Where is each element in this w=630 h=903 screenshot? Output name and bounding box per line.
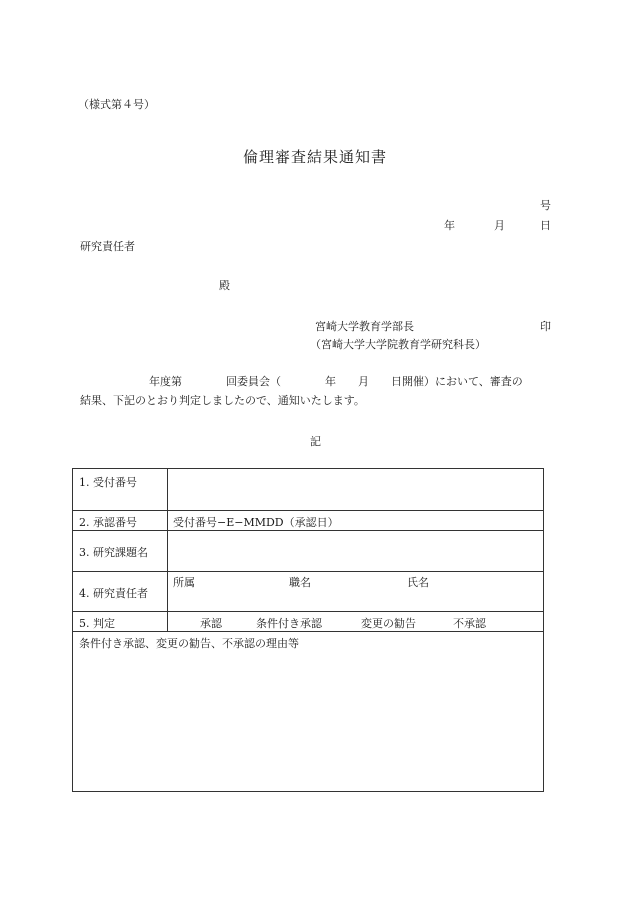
table-row-divider xyxy=(73,530,543,531)
table-column-divider xyxy=(167,469,168,631)
row-research-title-label: 3. 研究課題名 xyxy=(79,546,148,559)
issuer-name: 宮崎大学教育学部長 xyxy=(315,320,414,333)
judgment-recommend-change: 変更の勧告 xyxy=(361,617,416,630)
seal-mark: 印 xyxy=(540,320,551,333)
result-table xyxy=(72,468,544,792)
judgment-rejected: 不承認 xyxy=(453,617,486,630)
principal-investigator-label: 研究責任者 xyxy=(80,240,135,253)
document-number-suffix: 号 xyxy=(540,199,551,212)
honorific-dono: 殿 xyxy=(219,279,230,292)
date-year-label: 年 xyxy=(444,219,455,232)
date-day-label: 日 xyxy=(540,219,551,232)
judgment-approved: 承認 xyxy=(200,617,222,630)
table-row-divider xyxy=(73,611,543,612)
body-text-line-2: 結果、下記のとおり判定しましたので、通知いたします。 xyxy=(80,394,365,407)
row-receipt-number-label: 1. 受付番号 xyxy=(79,476,137,489)
issuer-name-graduate: （宮崎大学大学院教育学研究科長） xyxy=(310,338,486,351)
form-number-label: （様式第４号） xyxy=(78,98,155,111)
table-row-divider xyxy=(73,631,543,632)
date-month-label: 月 xyxy=(494,219,505,232)
table-row-divider xyxy=(73,571,543,572)
ki-heading: 記 xyxy=(310,435,321,448)
name-label: 氏名 xyxy=(407,576,429,589)
row-judgment-label: 5. 判定 xyxy=(79,617,115,630)
position-label: 職名 xyxy=(289,576,311,589)
table-row-divider xyxy=(73,510,543,511)
row-approval-number-label: 2. 承認番号 xyxy=(79,516,137,529)
body-text-line-1: 年度第 回委員会（ 年 月 日開催）において、審査の xyxy=(149,375,523,388)
row-approval-number-value: 受付番号−E−MMDD（承認日） xyxy=(173,516,339,529)
document-title: 倫理審査結果通知書 xyxy=(242,148,387,166)
row-principal-investigator-label: 4. 研究責任者 xyxy=(79,587,148,600)
reason-label: 条件付き承認、変更の勧告、不承認の理由等 xyxy=(79,637,299,650)
judgment-conditional: 条件付き承認 xyxy=(256,617,322,630)
affiliation-label: 所属 xyxy=(173,576,195,589)
